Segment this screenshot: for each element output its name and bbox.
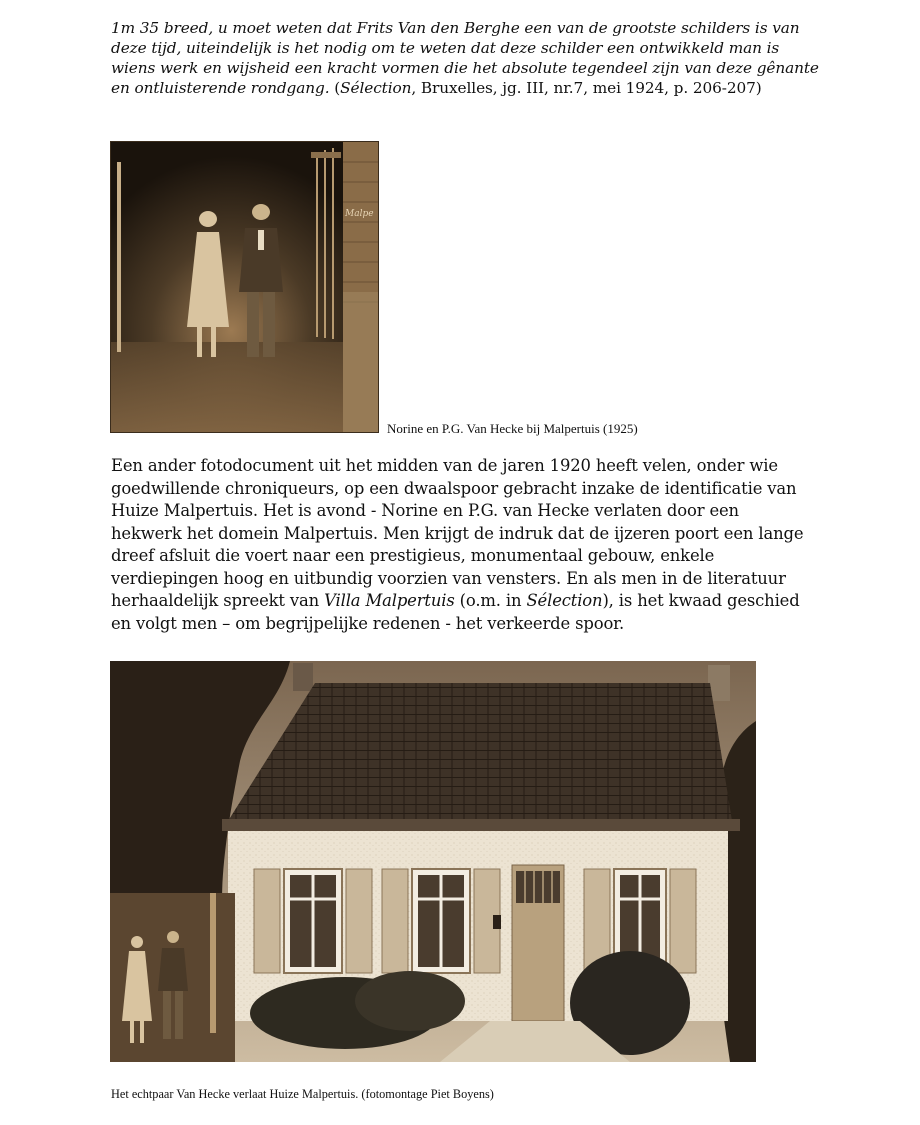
paragraph-part-3: ), is het kwaad geschied en volgt men – om begrijpelijke redenen - het verkeerde spoor.: [111, 591, 800, 633]
quote-text: 1m 35 breed, u moet weten dat Frits Van den Berghe een van de grootste schilders is van deze tijd, uiteindelijk is het nodig om te weten dat deze schilder een ontwikkeld man is wiens werk en wijsheid een kracht vormen die het absolute tegendeel zijn van deze gênante en ontluisterende rondgang.: [111, 19, 819, 97]
quote-block: [111, 18, 826, 98]
photo2-caption: Het echtpaar Van Hecke verlaat Huize Malpertuis. (fotomontage Piet Boyens): [111, 1087, 494, 1101]
photo-couple-at-gate: [110, 141, 379, 433]
quote-source-rest: , Bruxelles, jg. III, nr.7, mei 1924, p. 206-207): [411, 79, 762, 97]
paragraph-villa: Villa Malpertuis: [324, 591, 455, 610]
quote-source-title: Sélection: [340, 79, 412, 97]
paragraph-part-2: (o.m. in: [454, 591, 527, 610]
body-paragraph: [111, 455, 811, 635]
paragraph-part-1: Een ander fotodocument uit het midden van de jaren 1920 heeft velen, onder wie goedwillende chroniqueurs, op een dwaalspoor gebracht inzake de identificatie van Huize Malpertuis. Het is avond - Norine en P.G. van Hecke verlaten door een hekwerk het domein Malpertuis. Men krijgt de indruk dat de ijzeren poort een lange dreef afsluit die voert naar een prestigieus, monumentaal gebouw, enkele verdiepingen hoog en uitbundig voorzien van vensters. En als men in de literatuur herhaaldelijk spreekt van: [111, 456, 804, 610]
gate-sign-text: Malpe: [345, 209, 374, 219]
quote-source-open: (: [329, 79, 341, 97]
photo-house-montage: [110, 661, 756, 1062]
photo1-caption: Norine en P.G. Van Hecke bij Malpertuis (1925): [387, 421, 638, 436]
paragraph-selection: Sélection: [526, 591, 603, 610]
